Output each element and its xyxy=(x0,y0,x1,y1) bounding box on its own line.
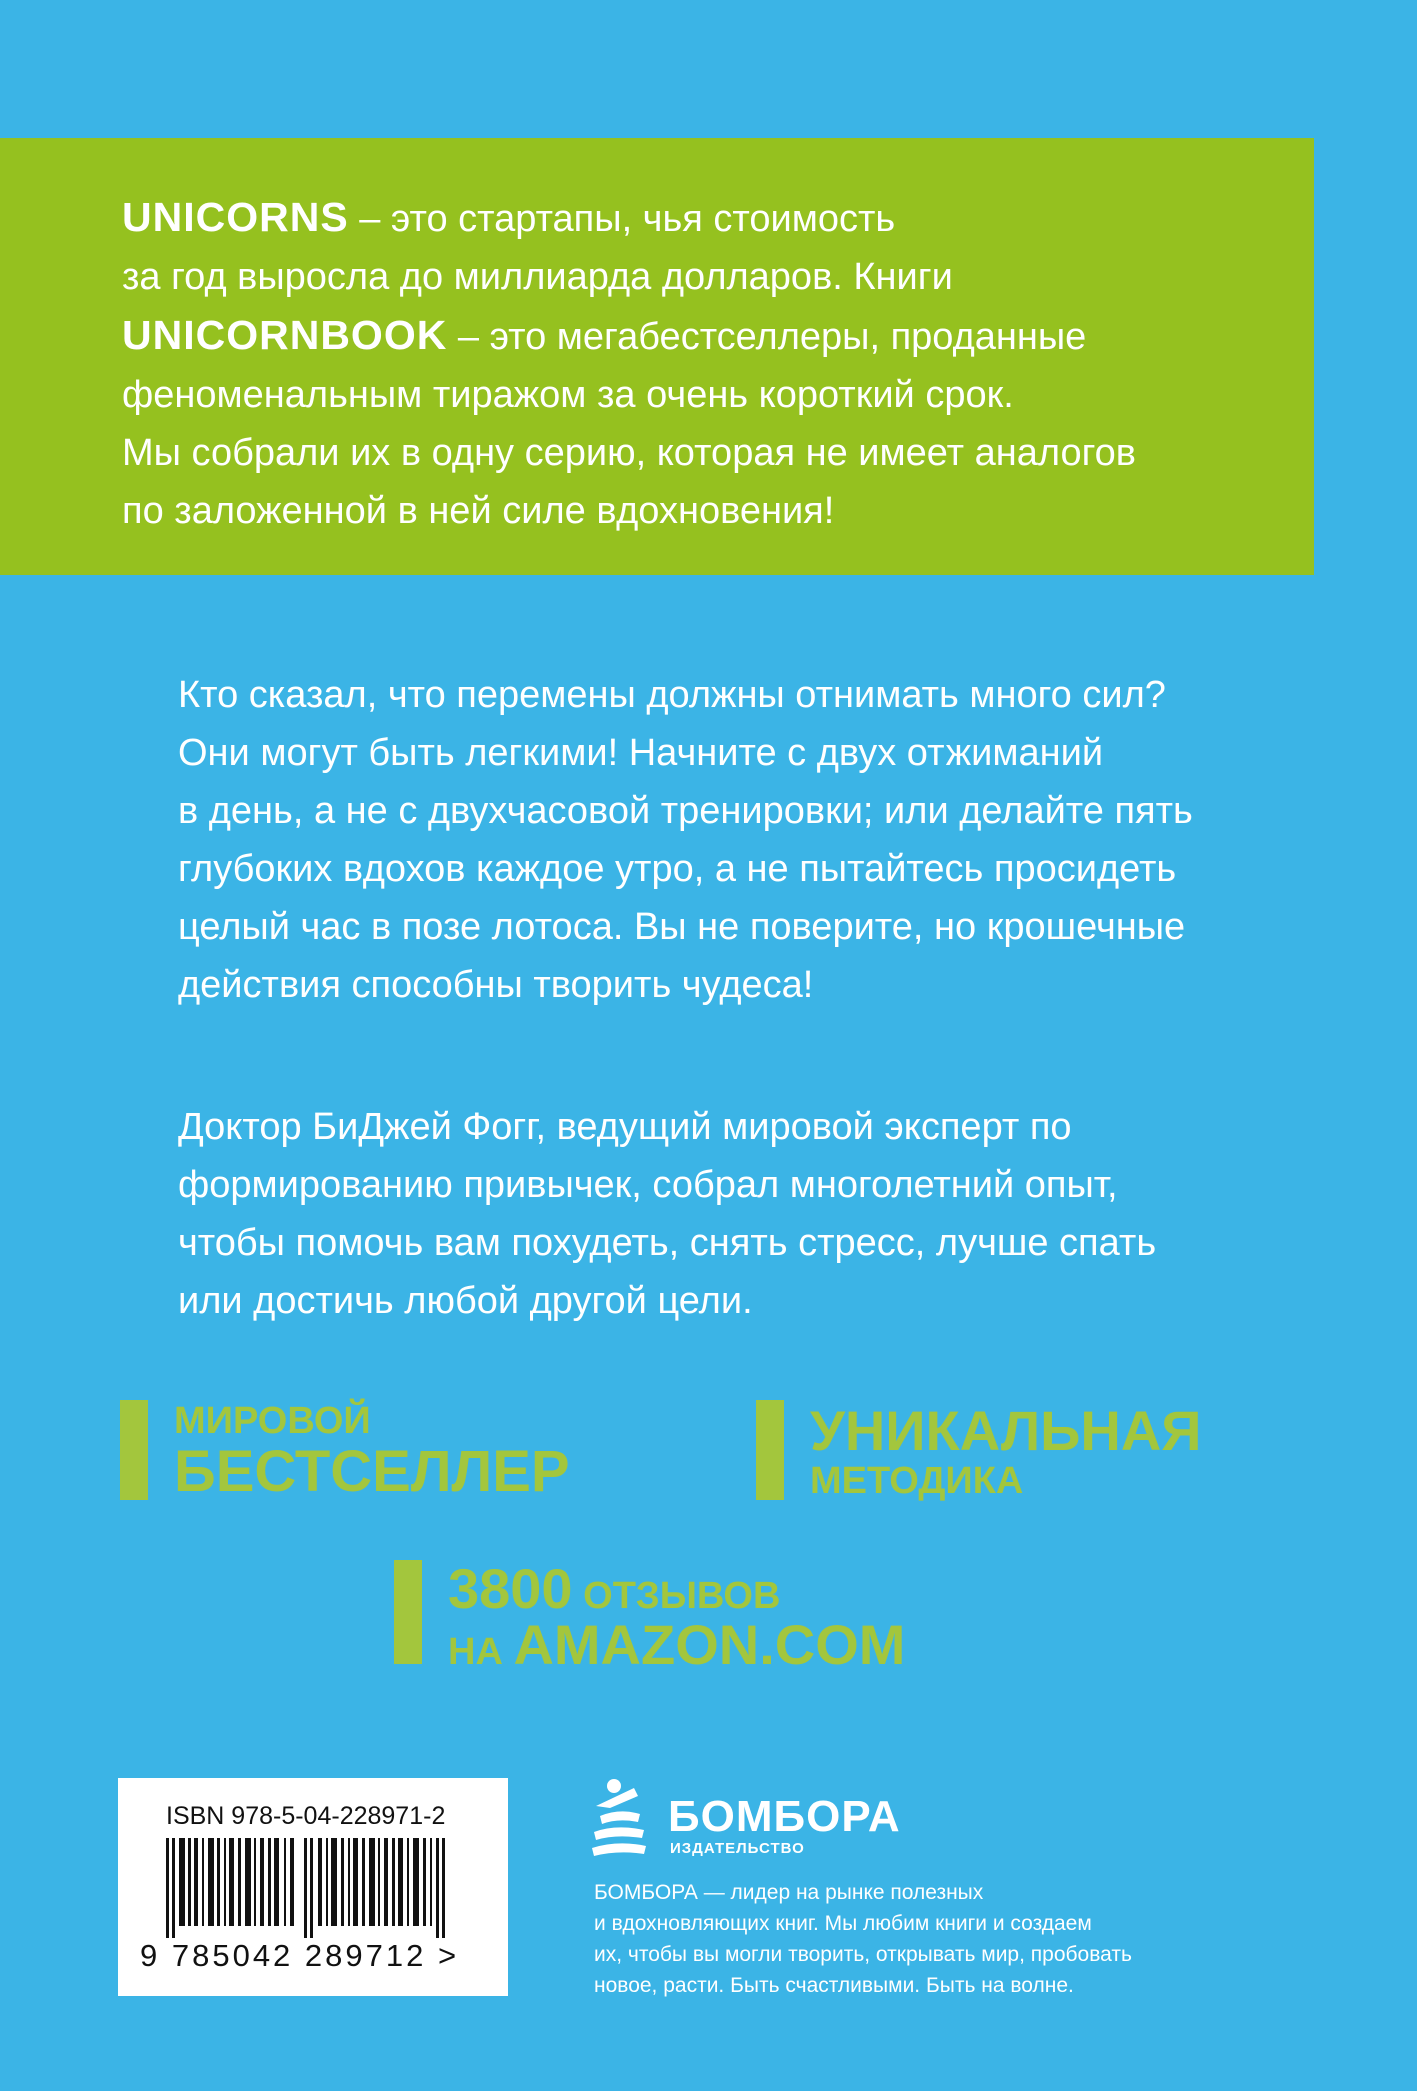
description-paragraph-2 xyxy=(178,1098,1156,1330)
publisher-desc-line: и вдохновляющих книг. Мы любим книги и создаем xyxy=(594,1912,1092,1935)
badge-bestseller-big: БЕСТСЕЛЛЕР xyxy=(174,1439,570,1504)
barcode-digits: 9 785042 289712 > xyxy=(140,1938,460,1973)
p1-line: глубоких вдохов каждое утро, а не пытайтесь просидеть xyxy=(178,848,1177,890)
review-count: 3800 xyxy=(448,1557,573,1620)
publisher-subtitle: ИЗДАТЕЛЬСТВО xyxy=(670,1840,805,1857)
badge-bar xyxy=(120,1400,148,1500)
badge-amazon-reviews xyxy=(394,1557,906,1676)
badge-unique-small: МЕТОДИКА xyxy=(810,1460,1024,1502)
badge-bestseller-small: МИРОВОЙ xyxy=(174,1400,371,1442)
brand-unicornbook: UNICORNBOOK xyxy=(122,312,448,358)
p2-line: формированию привычек, собрал многолетний опыт, xyxy=(178,1164,1118,1206)
series-intro-box xyxy=(0,138,1314,575)
brand-unicorns: UNICORNS xyxy=(122,194,349,240)
intro-line-3-text: – это мегабестселлеры, проданные xyxy=(447,316,1087,358)
on-word: НА xyxy=(448,1631,514,1673)
publisher-desc-line: БОМБОРА — лидер на рынке полезных xyxy=(594,1881,984,1904)
amazon-site: AMAZON.COM xyxy=(513,1613,906,1676)
publisher-name: БОМБОРА xyxy=(668,1792,901,1841)
badge-bar xyxy=(394,1560,422,1664)
intro-line-1-text: – это стартапы, чья стоимость xyxy=(348,198,896,240)
p1-line: в день, а не с двухчасовой тренировки; или делайте пять xyxy=(178,790,1193,832)
badge-unique-big: УНИКАЛЬНАЯ xyxy=(810,1399,1202,1462)
intro-line-6: по заложенной в ней силе вдохновения! xyxy=(122,490,835,532)
badge-bar xyxy=(756,1400,784,1500)
intro-line-5: Мы собрали их в одну серию, которая не имеет аналогов xyxy=(122,432,1136,474)
reviews-word: ОТЗЫВОВ xyxy=(572,1575,781,1617)
p1-line: целый час в позе лотоса. Вы не поверите, но крошечные xyxy=(178,906,1186,948)
p1-line: действия способны творить чудеса! xyxy=(178,964,814,1006)
isbn-barcode-box xyxy=(118,1778,508,1996)
barcode-icon xyxy=(166,1838,466,1938)
p1-line: Они могут быть легкими! Начните с двух отжиманий xyxy=(178,732,1104,774)
publisher-desc-line: их, чтобы вы могли творить, открывать мир, пробовать xyxy=(594,1943,1132,1966)
bombora-logo-icon xyxy=(590,1778,670,1858)
p1-line: Кто сказал, что перемены должны отнимать много сил? xyxy=(178,674,1166,716)
isbn-label: ISBN 978-5-04-228971-2 xyxy=(166,1802,446,1830)
badge-bestseller xyxy=(120,1400,570,1504)
p2-line: Доктор БиДжей Фогг, ведущий мировой эксперт по xyxy=(178,1106,1072,1148)
intro-line-3 xyxy=(122,306,1314,366)
badge-amazon-line-2 xyxy=(448,1612,905,1677)
description-paragraph-1 xyxy=(178,666,1193,1014)
intro-line-1 xyxy=(122,188,1314,248)
intro-line-4: феноменальным тиражом за очень короткий срок. xyxy=(122,374,1014,416)
badge-unique-method xyxy=(756,1400,1206,1500)
p2-line: или достичь любой другой цели. xyxy=(178,1280,753,1322)
publisher-desc-line: новое, расти. Быть счастливыми. Быть на волне. xyxy=(594,1974,1074,1997)
p2-line: чтобы помочь вам похудеть, снять стресс, лучше спать xyxy=(178,1222,1157,1264)
intro-line-2: за год выросла до миллиарда долларов. Книги xyxy=(122,256,953,298)
publisher-description xyxy=(594,1877,1132,2001)
